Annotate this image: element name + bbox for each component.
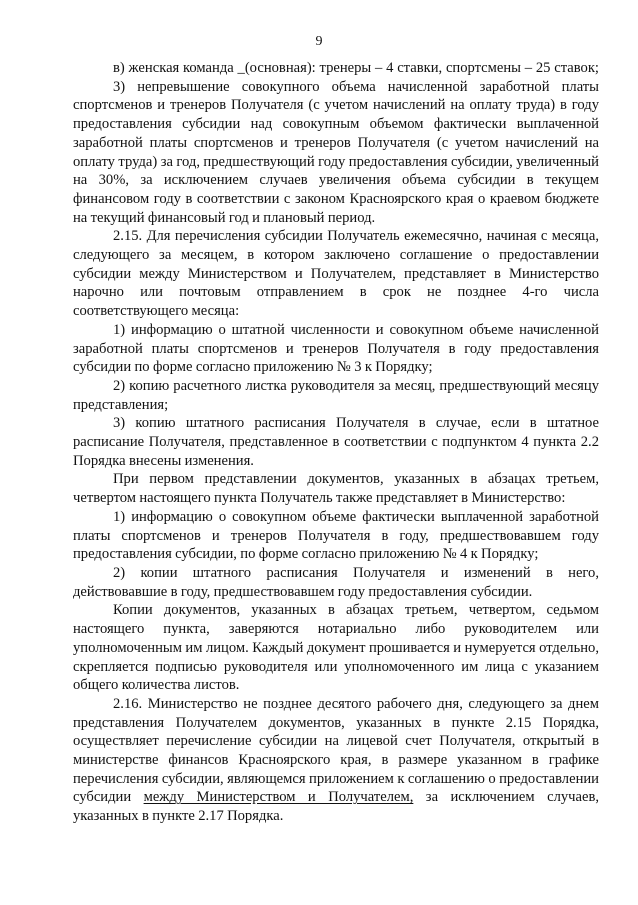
paragraph-2-16: [73, 695, 599, 826]
paragraph-payslip-copy: 2) копию расчетного листка руководителя за месяц, предшествующий месяцу представления;: [73, 377, 599, 413]
paragraph-2-16-text-end: за исключением случаев, указанных в пункте 2.17 Порядка.: [73, 789, 599, 825]
paragraph-salary-condition: 3) непревышение совокупного объема начисленной заработной платы спортсменов и тренеров Получателя (с учетом начислений на оплату труда) в году предоставления субсидии над совокупным объемом фактически выплаченной заработной платы спортсменов и тренеров Получателя (с учетом начислений на оплату труда) за год, предшествующий году предоставления субсидии, увеличенный на 30%, за исключением случаев увеличения объема субсидии в текущем финансовом году в соответствии с законом Красноярского края о краевом бюджете на текущий финансовый год и плановый период.: [73, 78, 599, 226]
paragraph-copies-certification: Копии документов, указанных в абзацах третьем, четвертом, седьмом настоящего пункта, заверяются нотариально либо руководителем или уполномоченным им лицом. Каждый документ прошивается и нумеруется отдельно, скрепляется подписью руководителя или уполномоченного им лица с указанием общего количества листов.: [73, 602, 599, 694]
paragraph-first-submission: При первом представлении документов, указанных в абзацах третьем, четвертом настоящего пункта Получатель также представляет в Министерство:: [73, 471, 599, 507]
paragraph-staff-info: 1) информацию о штатной численности и совокупном объеме начисленной заработной платы спортсменов и тренеров Получателя в году предоставления субсидии по форме согласно приложению № 3 к Порядку;: [73, 321, 599, 376]
underlined-parties: между Министерством и Получателем,: [143, 789, 414, 806]
paragraph-women-team-staff: в) женская команда _(основная): тренеры – 4 ставки, спортсмены – 25 ставок;: [113, 60, 599, 76]
paragraph-2-16-text-start: 2.16. Министерство не позднее десятого рабочего дня, следующего за днем представления Получателем документов, указанных в пункте 2.15 Порядка, осуществляет перечисление субсидии на лицевой счет Получателя, открытый в министерстве финансов Красноярского края, в размере указанном в графике перечисления субсидии, являющемся приложением к соглашению о предоставлении субсидии: [73, 695, 599, 806]
paragraph-2-15: 2.15. Для перечисления субсидии Получатель ежемесячно, начиная с месяца, следующего за месяцем, в котором заключено соглашение о предоставлении субсидии между Министерством и Получателем, представляет в Министерство нарочно или почтовым отправлением в срок не позднее 4-го числа соответствующего месяца:: [73, 228, 599, 320]
paragraph-schedule-changes-copy: 2) копии штатного расписания Получателя и изменений в него, действовавшие в году, предшествовавшем году предоставления субсидии.: [73, 564, 599, 600]
paragraph-staff-schedule-copy: 3) копию штатного расписания Получателя в случае, если в штатное расписание Получателя, представленное в соответствии с подпунктом 4 пункта 2.2 Порядка внесены изменения.: [73, 415, 599, 469]
document-body: [73, 59, 599, 826]
paragraph-paid-salary-info: 1) информацию о совокупном объеме фактически выплаченной заработной платы спортсменов и тренеров Получателя в году, предшествовавшем году предоставления субсидии, по форме согласно приложению № 4 к Порядку;: [73, 508, 599, 563]
page-number: 9: [315, 34, 323, 49]
